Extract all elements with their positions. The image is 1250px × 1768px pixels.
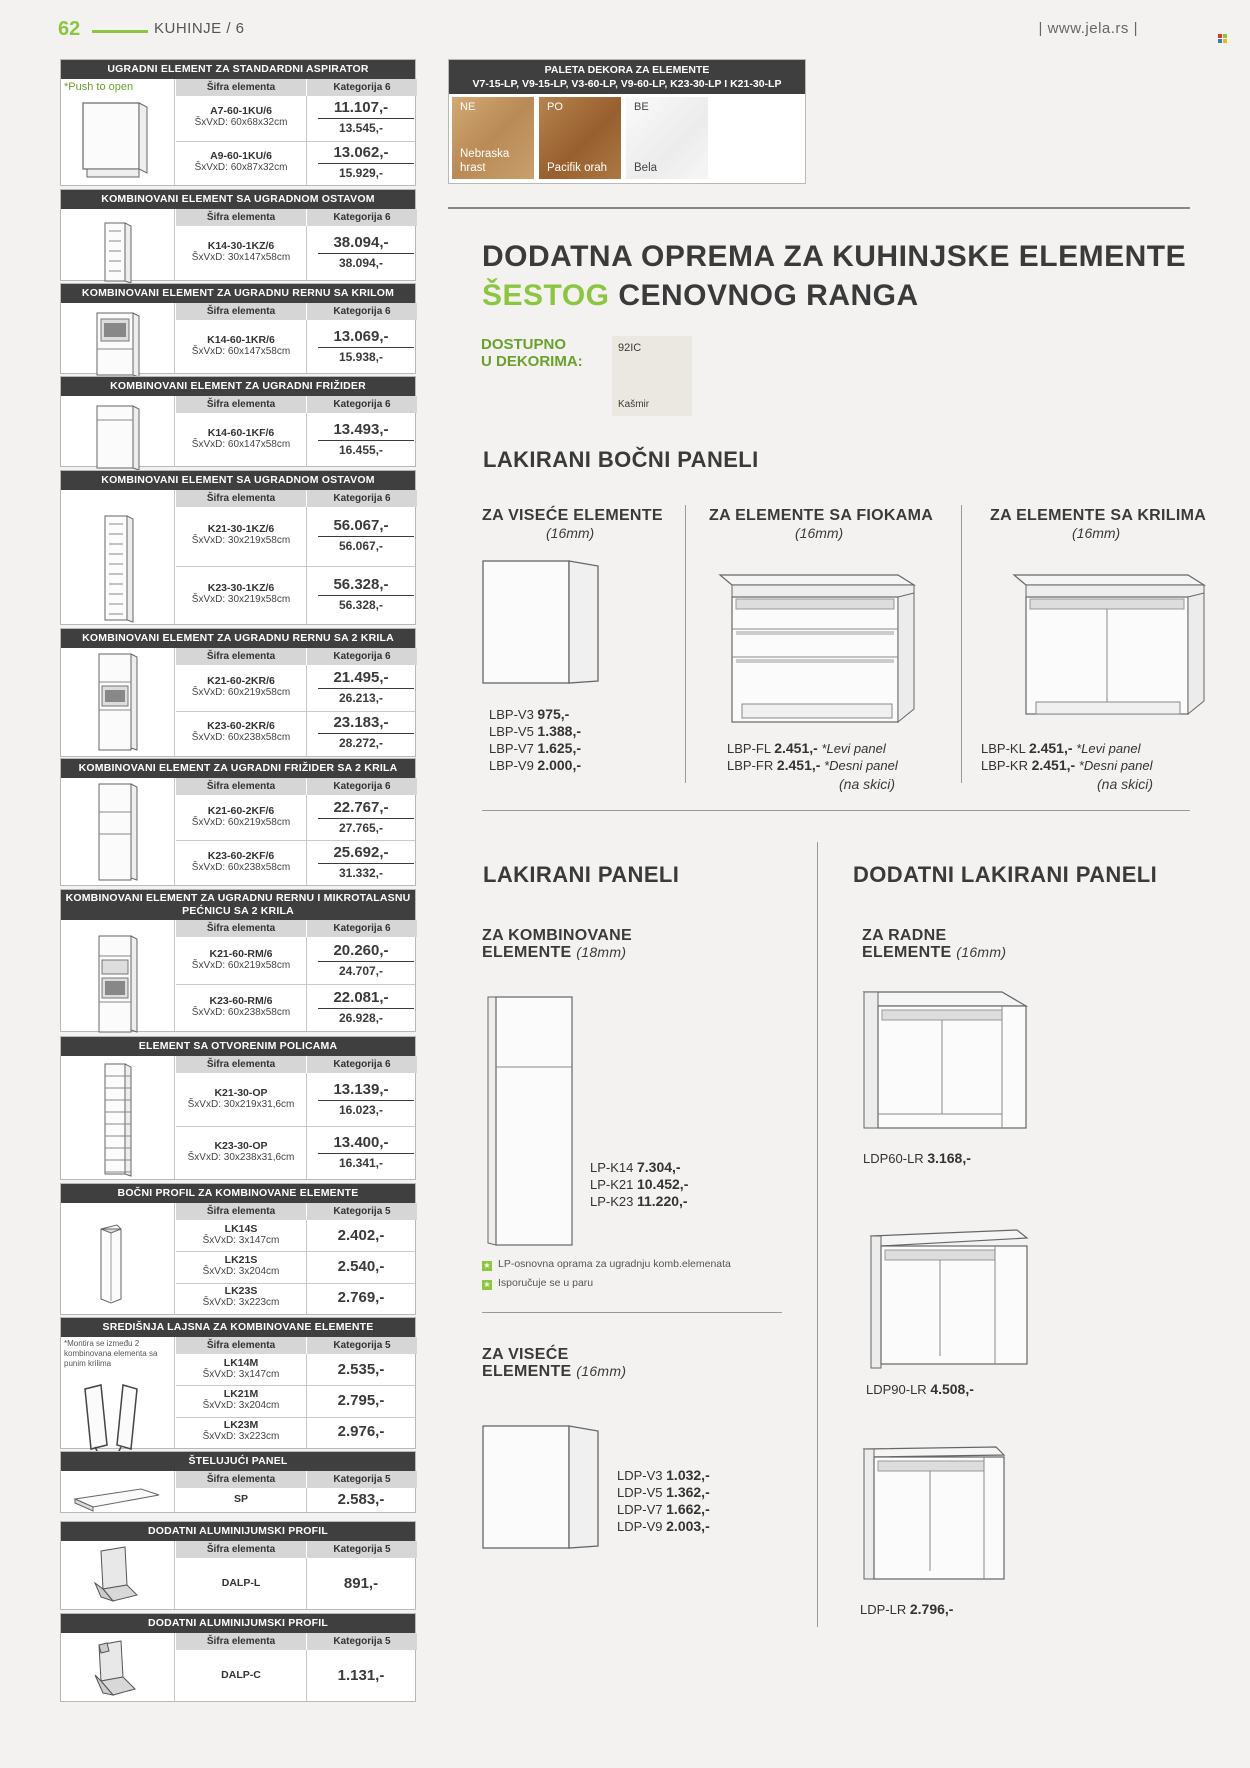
block-note: *Push to open — [64, 81, 134, 93]
product-block — [60, 758, 416, 886]
product-dimensions: ŠxVxD: 60x87x32cm — [194, 161, 288, 173]
product-code: LK21S — [224, 1253, 258, 1266]
block-title: KOMBINOVANI ELEMENT ZA UGRADNU RERNU SA 2 KRILA — [61, 629, 415, 648]
product-code: DALP-L — [221, 1576, 261, 1589]
column-header-category: Kategorija 5 — [307, 1633, 417, 1650]
old-price: 27.765,- — [338, 820, 384, 835]
product-block — [60, 1613, 416, 1702]
block-title: SREDIŠNJA LAJSNA ZA KOMBINOVANE ELEMENTE — [61, 1318, 415, 1337]
column-header-code: Šifra elementa — [176, 1203, 306, 1220]
divider — [685, 505, 686, 783]
product-code: SP — [233, 1493, 248, 1505]
old-price: 15.929,- — [338, 165, 384, 180]
block-title: KOMBINOVANI ELEMENT ZA UGRADNI FRIŽIDER — [61, 377, 415, 396]
product-dimensions: ŠxVxD: 60x147x58cm — [191, 438, 291, 450]
price-line — [866, 1381, 974, 1398]
block-title: ELEMENT SA OTVORENIM POLICAMA — [61, 1037, 415, 1056]
old-price: 56.067,- — [338, 539, 384, 554]
product-row — [176, 984, 415, 1031]
product-row — [176, 1488, 415, 1512]
drawer-price-list — [727, 740, 898, 774]
old-price: 26.928,- — [338, 1010, 384, 1025]
product-row — [176, 566, 415, 625]
item-price: 1.362,- — [666, 1484, 710, 1500]
block-title: KOMBINOVANI ELEMENT ZA UGRADNU RERNU I MIKROTALASNU PEĆNICU SA 2 KRILA — [61, 890, 415, 920]
section-title: KUHINJE / 6 — [154, 20, 245, 37]
column-header-code: Šifra elementa — [176, 648, 306, 665]
work-cabinet-lr-sketch — [862, 1445, 1007, 1585]
divider — [482, 810, 1190, 811]
hanging-panels-title: ZA VISEĆE ELEMENTE (16mm) — [482, 1346, 627, 1380]
product-dimensions: ŠxVxD: 30x238x31,6cm — [187, 1151, 295, 1163]
price-line — [863, 1150, 971, 1167]
item-price: 2.451,- — [1028, 740, 1073, 756]
header-accent-line — [92, 30, 148, 33]
price: 2.976,- — [337, 1423, 385, 1441]
column-header-code: Šifra elementa — [176, 1541, 306, 1558]
product-dimensions: ŠxVxD: 60x238x58cm — [191, 1006, 291, 1018]
product-dimensions: ŠxVxD: 3x147cm — [202, 1368, 280, 1380]
divider — [817, 842, 818, 1627]
item-price: 2.796,- — [909, 1601, 954, 1617]
item-code: LDP60-LR — [863, 1151, 928, 1166]
price-line — [617, 1501, 710, 1518]
price: 13.062,- — [333, 143, 389, 161]
product-dimensions: ŠxVxD: 30x219x58cm — [191, 593, 291, 605]
swatch-name: Pacifik orah — [547, 162, 608, 174]
price-line — [981, 740, 1153, 757]
column-header-category: Kategorija 5 — [307, 1203, 417, 1220]
old-price: 16.341,- — [338, 1155, 384, 1170]
product-code: LK23S — [224, 1285, 258, 1298]
column-header-code: Šifra elementa — [176, 209, 306, 226]
column-header-code: Šifra elementa — [176, 778, 306, 795]
block-title: ŠTELUJUĆI PANEL — [61, 1452, 415, 1471]
item-code: LP-K21 — [590, 1177, 637, 1192]
product-sketch — [61, 1633, 175, 1701]
column-header-code: Šifra elementa — [176, 1633, 306, 1650]
price: 56.328,- — [333, 575, 389, 593]
product-code: K21-60-2KF/6 — [207, 804, 275, 817]
product-row — [176, 1650, 415, 1701]
product-block — [60, 283, 416, 374]
product-row — [176, 413, 415, 466]
product-block — [60, 1036, 416, 1180]
product-sketch — [61, 648, 175, 756]
product-block — [60, 1451, 416, 1513]
product-sketch — [61, 1471, 175, 1512]
column-header-category: Kategorija 6 — [307, 1056, 417, 1073]
product-dimensions: ŠxVxD: 3x223cm — [202, 1297, 280, 1309]
product-block — [60, 59, 416, 186]
price: 25.692,- — [333, 843, 389, 861]
product-block — [60, 1317, 416, 1449]
column-header-category: Kategorija 6 — [307, 209, 417, 226]
product-sketch — [61, 778, 175, 885]
block-note: *Montira se između 2 kombinovana elementa sa punim krilima — [64, 1339, 158, 1368]
item-note: *Levi panel — [817, 741, 886, 756]
product-dimensions: ŠxVxD: 60x68x32cm — [194, 117, 288, 129]
product-row — [176, 840, 415, 885]
product-row — [176, 711, 415, 757]
swatch-code: NE — [460, 101, 476, 113]
product-code: A7-60-1KU/6 — [210, 105, 272, 118]
block-title: DODATNI ALUMINIJUMSKI PROFIL — [61, 1522, 415, 1541]
item-price: 2.003,- — [666, 1518, 710, 1534]
work-price-90 — [866, 1381, 974, 1398]
product-row — [176, 1220, 415, 1251]
column-header-category: Kategorija 5 — [307, 1337, 417, 1354]
work-cabinet-60-sketch — [862, 990, 1032, 1140]
item-code: LDP-V9 — [617, 1519, 667, 1534]
price: 23.183,- — [333, 714, 389, 732]
product-row — [176, 1283, 415, 1314]
old-price: 38.094,- — [338, 256, 384, 270]
hanging-thickness: (16mm) — [546, 525, 595, 541]
product-sketch — [61, 1056, 175, 1179]
product-block — [60, 889, 416, 1032]
product-block — [60, 1183, 416, 1315]
price-line — [489, 723, 581, 740]
product-row — [176, 1354, 415, 1385]
product-code: K21-60-RM/6 — [209, 947, 273, 960]
product-code: K23-60-2KF/6 — [207, 849, 275, 862]
door-price-list — [981, 740, 1153, 774]
item-price: 10.452,- — [636, 1176, 689, 1192]
price: 11.107,- — [333, 99, 389, 117]
item-price: 1.388,- — [537, 723, 582, 739]
block-title: KOMBINOVANI ELEMENT SA UGRADNOM OSTAVOM — [61, 471, 415, 490]
combined-price-list — [590, 1159, 688, 1210]
swatch-name: Nebraska — [460, 148, 510, 160]
divider — [482, 1312, 782, 1313]
product-sketch — [61, 303, 175, 373]
price: 13.493,- — [333, 420, 389, 438]
website-link[interactable]: | www.jela.rs | — [1038, 20, 1138, 37]
item-code: LBP-V3 — [489, 707, 538, 722]
item-price: 7.304,- — [636, 1159, 681, 1175]
product-dimensions: ŠxVxD: 30x147x58cm — [191, 252, 291, 263]
column-header-code: Šifra elementa — [176, 490, 306, 507]
product-dimensions: ŠxVxD: 3x204cm — [202, 1399, 280, 1411]
old-price: 28.272,- — [338, 736, 384, 751]
product-block — [60, 376, 416, 467]
old-price: 16.455,- — [338, 442, 384, 457]
product-dimensions: ŠxVxD: 3x147cm — [202, 1234, 280, 1246]
column-header-category: Kategorija 6 — [307, 396, 417, 413]
item-price: 3.168,- — [927, 1150, 971, 1166]
work-price-lr — [860, 1601, 953, 1618]
price: 22.081,- — [333, 988, 389, 1006]
item-price: 1.625,- — [537, 740, 582, 756]
item-price: 1.662,- — [666, 1501, 710, 1517]
price-line — [617, 1467, 710, 1484]
product-row — [176, 96, 415, 141]
product-dimensions: ŠxVxD: 60x238x58cm — [191, 732, 291, 744]
product-dimensions: ŠxVxD: 3x223cm — [202, 1431, 280, 1443]
old-price: 31.332,- — [338, 865, 384, 880]
price: 13.400,- — [333, 1133, 389, 1151]
product-sketch — [61, 209, 175, 280]
column-header-category: Kategorija 5 — [307, 1471, 417, 1488]
product-dimensions: ŠxVxD: 30x219x58cm — [191, 535, 291, 547]
product-row — [176, 1251, 415, 1282]
price: 2.769,- — [337, 1289, 385, 1307]
item-code: LDP-V7 — [617, 1502, 667, 1517]
product-code: K23-60-RM/6 — [209, 994, 273, 1007]
column-header-code: Šifra elementa — [176, 396, 306, 413]
price-line — [727, 757, 898, 774]
price: 2.795,- — [337, 1391, 385, 1409]
price-line — [860, 1601, 953, 1618]
item-price: 4.508,- — [930, 1381, 974, 1397]
old-price: 56.328,- — [338, 597, 384, 612]
product-row — [176, 1126, 415, 1179]
item-code: LDP-V5 — [617, 1485, 667, 1500]
column-header-category: Kategorija 6 — [307, 79, 417, 96]
product-block — [60, 470, 416, 625]
product-row — [176, 795, 415, 840]
price-line — [617, 1518, 710, 1535]
drawer-cabinet-sketch — [718, 567, 918, 732]
product-code: K14-60-1KF/6 — [207, 426, 275, 439]
additional-panels-title: DODATNI LAKIRANI PANELI — [853, 862, 1158, 887]
product-dimensions: ŠxVxD: 60x219x58cm — [191, 816, 291, 828]
item-price: 975,- — [537, 706, 570, 722]
price-line — [590, 1159, 688, 1176]
swatch-code: PO — [547, 101, 563, 113]
item-note: *Levi panel — [1072, 741, 1141, 756]
price: 2.402,- — [337, 1226, 385, 1244]
product-block — [60, 628, 416, 757]
product-sketch — [61, 1541, 175, 1609]
price-line — [727, 740, 898, 757]
swatch-pacifik[interactable] — [539, 97, 621, 179]
item-price: 2.451,- — [1031, 757, 1076, 773]
product-code: K21-60-2KR/6 — [207, 674, 275, 687]
sketch-note: (na skici) — [1097, 776, 1154, 792]
combined-title: ZA KOMBINOVANE ELEMENTE (18mm) — [482, 927, 632, 961]
decor-code: 92IC — [618, 342, 642, 354]
product-code: K14-60-1KR/6 — [207, 333, 275, 346]
column-header-category: Kategorija 6 — [307, 303, 417, 320]
price: 1.131,- — [337, 1666, 385, 1684]
work-price-60 — [863, 1150, 971, 1167]
product-row — [176, 226, 415, 280]
item-note: *Desni panel — [820, 758, 898, 773]
item-code: LBP-V9 — [489, 758, 538, 773]
column-header-category: Kategorija 6 — [307, 778, 417, 795]
price: 2.540,- — [337, 1257, 385, 1275]
bullet-note: ★ Isporučuje se u paru — [483, 1277, 594, 1289]
block-title: UGRADNI ELEMENT ZA STANDARDNI ASPIRATOR — [61, 60, 415, 79]
column-header-category: Kategorija 6 — [307, 648, 417, 665]
old-price: 13.545,- — [338, 121, 384, 136]
price: 56.067,- — [333, 517, 389, 535]
item-note: *Desni panel — [1075, 758, 1153, 773]
price-line — [617, 1484, 710, 1501]
drawers-title: ZA ELEMENTE SA FIOKAMA — [709, 507, 934, 524]
product-dimensions: ŠxVxD: 60x147x58cm — [191, 345, 291, 357]
item-code: LBP-FR — [727, 758, 777, 773]
brand-dots-icon — [1218, 34, 1232, 44]
block-title: BOČNI PROFIL ZA KOMBINOVANE ELEMENTE — [61, 1184, 415, 1203]
work-cabinet-90-sketch — [867, 1228, 1032, 1378]
side-panels-title: LAKIRANI BOČNI PANELI — [483, 447, 759, 472]
product-row — [176, 1417, 415, 1448]
block-title: KOMBINOVANI ELEMENT SA UGRADNOM OSTAVOM — [61, 190, 415, 209]
page-number: 62 — [58, 18, 81, 40]
swatch-name: Bela — [634, 162, 658, 174]
product-sketch — [61, 79, 175, 185]
price-line — [489, 740, 581, 757]
column-header-code: Šifra elementa — [176, 79, 306, 96]
hanging-panels-price-list — [617, 1467, 710, 1535]
hanging-panel-sketch — [482, 1425, 602, 1550]
product-code: LK14M — [223, 1356, 259, 1369]
item-price: 11.220,- — [636, 1193, 688, 1209]
product-sketch — [61, 1203, 175, 1314]
old-price: 24.707,- — [338, 963, 384, 978]
product-sketch — [61, 490, 175, 624]
item-code: LDP-V3 — [617, 1468, 667, 1483]
product-row — [176, 937, 415, 984]
item-code: LDP90-LR — [866, 1382, 931, 1397]
product-sketch — [61, 396, 175, 466]
doors-thickness: (16mm) — [1072, 525, 1121, 541]
column-header-category: Kategorija 6 — [307, 490, 417, 507]
price: 20.260,- — [333, 941, 389, 959]
old-price: 26.213,- — [338, 690, 384, 705]
decor-palette — [448, 59, 806, 184]
product-row — [176, 507, 415, 566]
product-code: LK21M — [223, 1387, 259, 1400]
column-header-code: Šifra elementa — [176, 920, 306, 937]
product-dimensions: ŠxVxD: 30x219x31,6cm — [187, 1098, 295, 1110]
product-block — [60, 189, 416, 281]
block-title: KOMBINOVANI ELEMENT ZA UGRADNU RERNU SA KRILOM — [61, 284, 415, 303]
doors-title: ZA ELEMENTE SA KRILIMA — [990, 507, 1207, 524]
product-dimensions: ŠxVxD: 60x219x58cm — [191, 959, 291, 971]
product-row — [176, 1073, 415, 1126]
lacquered-panels-title: LAKIRANI PANELI — [483, 862, 680, 887]
price-line — [590, 1176, 688, 1193]
price: 21.495,- — [333, 668, 389, 686]
divider — [961, 505, 962, 783]
product-code: LK14S — [224, 1222, 258, 1235]
price: 13.069,- — [333, 327, 389, 345]
product-row — [176, 320, 415, 373]
price: 22.767,- — [333, 798, 389, 816]
divider — [448, 207, 1190, 209]
swatch-kasmir[interactable] — [612, 336, 692, 416]
product-code: K21-30-OP — [214, 1086, 268, 1099]
door-cabinet-sketch — [1012, 567, 1208, 727]
product-dimensions: ŠxVxD: 3x204cm — [202, 1265, 280, 1277]
old-price: 15.938,- — [338, 349, 384, 364]
product-sketch — [61, 920, 175, 1031]
drawers-thickness: (16mm) — [795, 525, 844, 541]
item-price: 2.000,- — [537, 757, 582, 773]
product-code: K23-60-2KR/6 — [207, 720, 275, 733]
item-code: LBP-KR — [981, 758, 1032, 773]
block-title: KOMBINOVANI ELEMENT ZA UGRADNI FRIŽIDER SA 2 KRILA — [61, 759, 415, 778]
item-code: LBP-V7 — [489, 741, 538, 756]
product-row — [176, 665, 415, 711]
product-block — [60, 1521, 416, 1610]
swatch-nebraska[interactable]: NE Nebraska hrast — [452, 97, 534, 179]
item-code: LDP-LR — [860, 1602, 910, 1617]
swatch-code: BE — [634, 101, 649, 113]
page-title-line2: ŠESTOG CENOVNOG RANGA — [482, 279, 919, 312]
work-title: ZA RADNE ELEMENTE (16mm) — [862, 927, 1007, 961]
price: 38.094,- — [333, 234, 389, 251]
hanging-title: ZA VISEĆE ELEMENTE — [482, 507, 663, 524]
item-price: 2.451,- — [776, 757, 821, 773]
product-code: K21-30-1KZ/6 — [207, 523, 275, 536]
available-label: DOSTUPNO U DEKORIMA: — [481, 336, 583, 370]
product-code: A9-60-1KU/6 — [210, 149, 272, 162]
item-code: LP-K23 — [590, 1194, 637, 1209]
hanging-cabinet-sketch — [482, 560, 600, 686]
old-price: 16.023,- — [338, 1102, 384, 1117]
bullet-note: ★ LP-osnovna oprama za ugradnju komb.elemenata — [483, 1258, 731, 1270]
item-code: LBP-KL — [981, 741, 1029, 756]
product-dimensions: ŠxVxD: 60x219x58cm — [191, 686, 291, 698]
product-row — [176, 1558, 415, 1609]
product-row — [176, 1385, 415, 1416]
sketch-note: (na skici) — [839, 776, 896, 792]
decor-name: Kašmir — [618, 399, 650, 410]
palette-title: PALETA DEKORA ZA ELEMENTE V7-15-LP, V9-15-LP, V3-60-LP, V9-60-LP, K23-30-LP I K21-30-LP — [449, 60, 805, 94]
hanging-price-list — [489, 706, 581, 774]
column-header-code: Šifra elementa — [176, 303, 306, 320]
product-code: K14-30-1KZ/6 — [207, 240, 275, 252]
item-code: LP-K14 — [590, 1160, 637, 1175]
column-header-category: Kategorija 6 — [307, 920, 417, 937]
item-code: LBP-FL — [727, 741, 775, 756]
item-code: LBP-V5 — [489, 724, 538, 739]
column-header-code: Šifra elementa — [176, 1056, 306, 1073]
swatch-bela[interactable] — [626, 97, 708, 179]
product-code: K23-30-1KZ/6 — [207, 581, 275, 594]
product-code: DALP-C — [221, 1668, 261, 1681]
price-line — [489, 757, 581, 774]
product-code: LK23M — [223, 1419, 259, 1432]
product-row — [176, 141, 415, 186]
price-line — [981, 757, 1153, 774]
product-code: K23-30-OP — [214, 1139, 268, 1152]
price-line — [489, 706, 581, 723]
price: 2.583,- — [337, 1491, 385, 1508]
block-title: DODATNI ALUMINIJUMSKI PROFIL — [61, 1614, 415, 1633]
column-header-code: Šifra elementa — [176, 1337, 306, 1354]
item-price: 2.451,- — [774, 740, 818, 756]
column-header-code: Šifra elementa — [176, 1471, 306, 1488]
item-price: 1.032,- — [666, 1467, 710, 1483]
price: 891,- — [343, 1574, 379, 1592]
column-header-category: Kategorija 5 — [307, 1541, 417, 1558]
price-line — [590, 1193, 688, 1210]
page-title: DODATNA OPREMA ZA KUHINJSKE ELEMENTE — [482, 240, 1187, 273]
price: 13.139,- — [333, 1080, 389, 1098]
tall-panel-sketch — [486, 995, 576, 1247]
price: 2.535,- — [337, 1360, 385, 1378]
product-dimensions: ŠxVxD: 60x238x58cm — [191, 861, 291, 873]
